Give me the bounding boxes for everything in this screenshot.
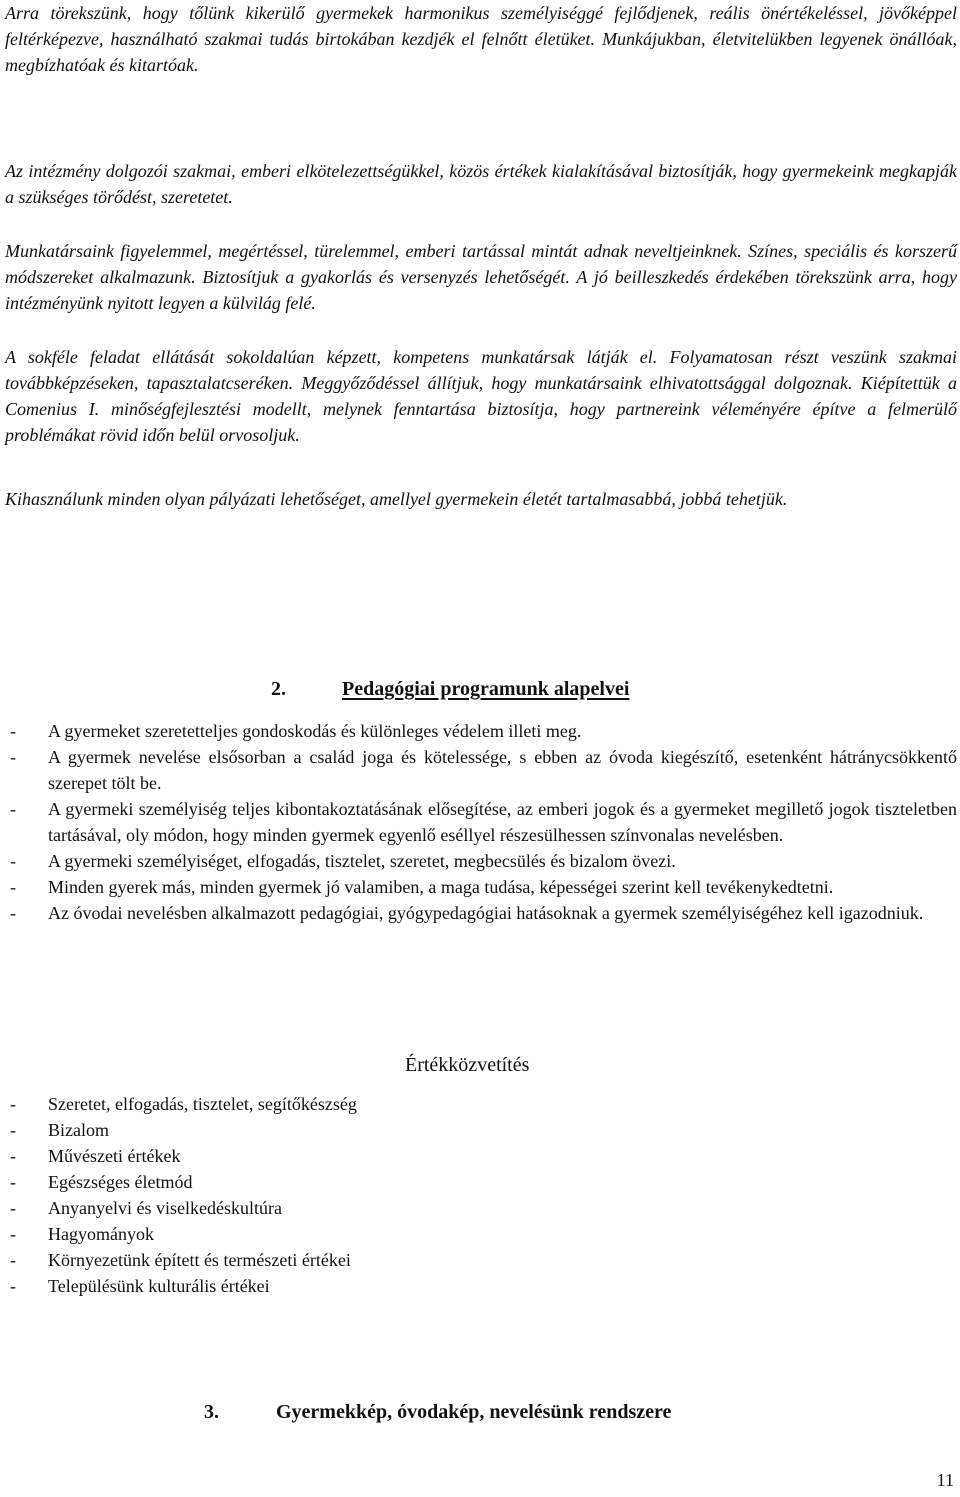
list-item: - Egészséges életmód [7, 1169, 957, 1195]
values-heading: Értékközvetítés [405, 1054, 530, 1076]
list-item: - Anyanyelvi és viselkedéskultúra [7, 1195, 957, 1221]
list-item: - A gyermeki személyiséget, elfogadás, tisztelet, szeretet, megbecsülés és bizalom övezi. [7, 848, 957, 874]
list-item: - A gyermeket szeretetteljes gondoskodás és különleges védelem illeti meg. [7, 718, 957, 744]
intro-paragraph-5: Kihasználunk minden olyan pályázati lehetőséget, amellyel gyermekein életét tartalmasabbá, jobbá tehetjük. [5, 489, 788, 509]
list-item: - Bizalom [7, 1117, 957, 1143]
intro-paragraph-2: Az intézmény dolgozói szakmai, emberi elkötelezettségükkel, közös értékek kialakításával biztosítják, hogy gyermekeink megkapják a szükséges törődést, szeretetet. [5, 161, 957, 207]
list-item: - A gyermeki személyiség teljes kibontakoztatásának elősegítése, az emberi jogok és a gyermeket megillető jogok tiszteletben tartásával, oly módon, hogy minden gyermek egyenlő eséllyel részesülhessen színvonalas nevelésben. [7, 796, 957, 848]
intro-paragraph-1: Arra törekszünk, hogy tőlünk kikerülő gyermekek harmonikus személyiséggé fejlődjenek, reális önértékeléssel, jövőképpel feltérképezve, használható szakmai tudás birtokában kezdjék el felnőtt életüket. Munkájukban, életvitelükben legyenek önállóak, megbízhatóak és kitartóak. [5, 3, 957, 75]
principles-list [7, 718, 957, 926]
list-item: - A gyermek nevelése elsősorban a család joga és kötelessége, s ebben az óvoda kiegészítő, esetenként hátránycsökkentő szerepet tölt be. [7, 744, 957, 796]
list-item: - Az óvodai nevelésben alkalmazott pedagógiai, gyógypedagógiai hatásoknak a gyermek személyiségéhez kell igazodniuk. [7, 900, 957, 926]
list-item: - Környezetünk épített és természeti értékei [7, 1247, 957, 1273]
intro-paragraph-4: A sokféle feladat ellátását sokoldalúan képzett, kompetens munkatársak látják el. Folyamatosan részt veszünk szakmai továbbképzéseken, tapasztalatcseréken. Meggyőződéssel állítjuk, hogy munkatársaink elhivatottsággal dolgoznak. Kiépítettük a Comenius I. minőségfejlesztési modellt, melynek fenntartása biztosítja, hogy partnereink véleményére építve a felmerülő problémákat rövid időn belül orvosoljuk. [5, 347, 957, 445]
section-2-number: 2. [271, 678, 286, 700]
section-3-title: Gyermekkép, óvodakép, nevelésünk rendszere [276, 1401, 672, 1423]
section-3-number: 3. [204, 1401, 219, 1423]
intro-paragraph-3: Munkatársaink figyelemmel, megértéssel, türelemmel, emberi tartással mintát adnak neveltjeinknek. Színes, speciális és korszerű módszereket alkalmazunk. Biztosítjuk a gyakorlás és versenyzés lehetőségét. A jó beilleszkedés érdekében törekszünk arra, hogy intézményünk nyitott legyen a külvilág felé. [5, 241, 957, 313]
list-item: - Településünk kulturális értékei [7, 1273, 957, 1299]
page-number: 11 [936, 1470, 954, 1490]
list-item: - Művészeti értékek [7, 1143, 957, 1169]
list-item: - Szeretet, elfogadás, tisztelet, segítőkészség [7, 1091, 957, 1117]
list-item: - Hagyományok [7, 1221, 957, 1247]
section-2-title: Pedagógiai programunk alapelvei [342, 678, 630, 700]
list-item: - Minden gyerek más, minden gyermek jó valamiben, a maga tudása, képességei szerint kell tevékenykedtetni. [7, 874, 957, 900]
values-list [7, 1091, 957, 1299]
